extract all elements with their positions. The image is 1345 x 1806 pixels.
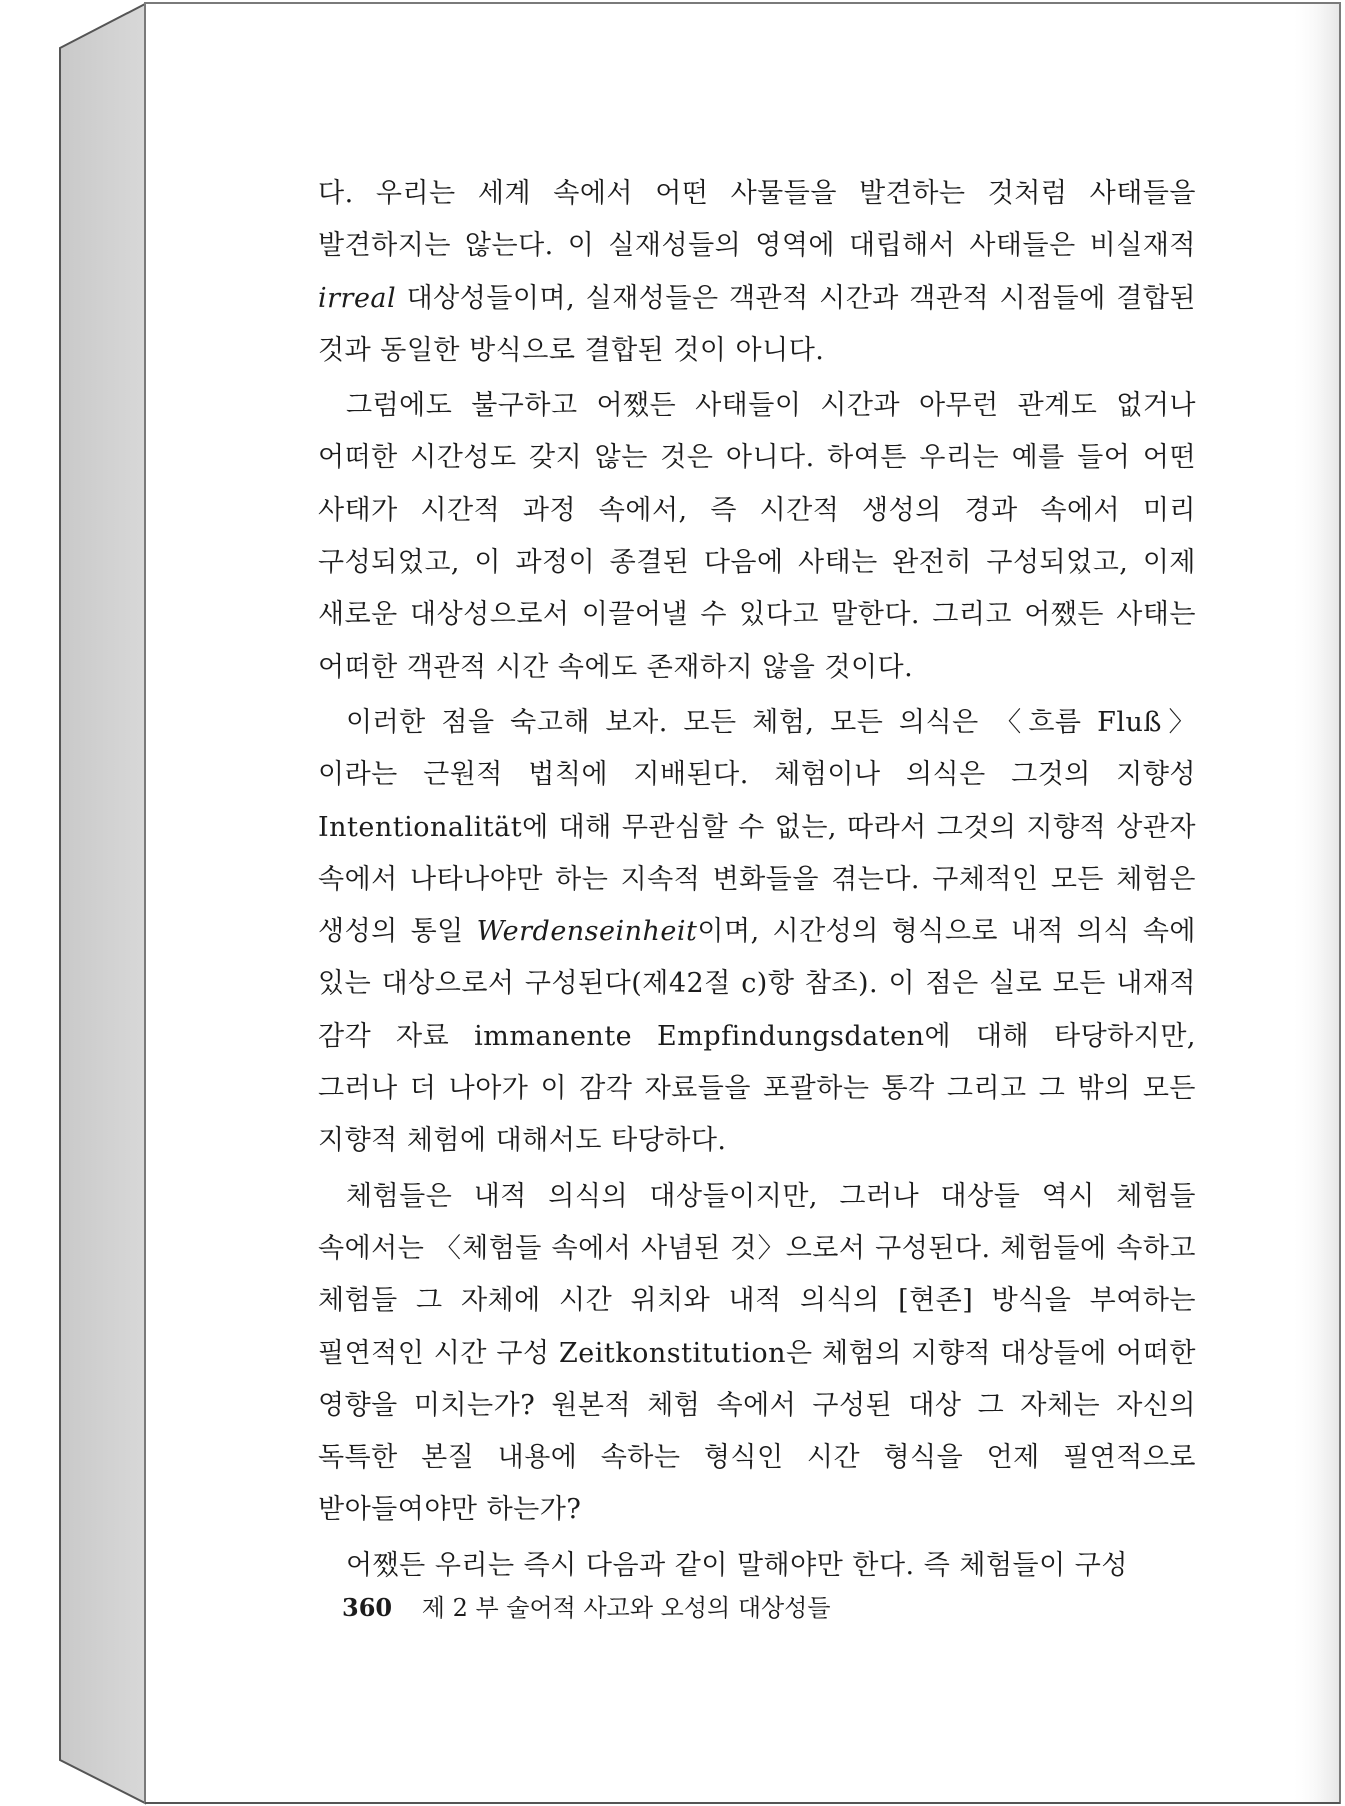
page-body-text <box>318 168 1196 1595</box>
paragraph-text: 다. 우리는 세계 속에서 어떤 사물들을 발견하는 것처럼 사태들을 발견하지는 않는다. 이 실재성들의 영역에 대립해서 사태들은 비실재적 <box>318 178 1196 262</box>
paragraph-text: 그럼에도 불구하고 어쨌든 사태들이 시간과 아무런 관계도 없거나 어떠한 시간성도 갖지 않는 것은 아니다. 하여튼 우리는 예를 들어 어떤 사태가 시간적 과정 속에서, 즉 시간적 생성의 경과 속에서 미리 구성되었고, 이 과정이 종결된 다음에 사태는 완전히 구성되었고, 이제 새로운 대상성으로서 이끌어낼 수 있다고 말한다. 그리고 어쨌든 사태는 어떠한 객관적 시간 속에도 존재하지 않을 것이다. <box>318 390 1196 683</box>
paragraph <box>318 168 1196 377</box>
paragraph-text: 어쨌든 우리는 즉시 다음과 같이 말해야만 한다. 즉 체험들이 구성 <box>346 1549 1128 1581</box>
paragraph <box>318 1171 1196 1537</box>
paragraph-text: 체험들은 내적 의식의 대상들이지만, 그러나 대상들 역시 체험들 속에서는 〈체험들 속에서 사념된 것〉으로서 구성된다. 체험들에 속하고 체험들 그 자체에 시간 위치와 내적 의식의 [현존] 방식을 부여하는 필연적인 시간 구성 Zeitkonstitution은 체험의 지향적 대상들에 어떠한 영향을 미치는가? 원본적 체험 속에서 구성된 대상 그 자체는 자신의 독특한 본질 내용에 속하는 형식인 시간 형식을 언제 필연적으로 받아들여야만 하는가? <box>318 1180 1196 1526</box>
italic-term: Werdenseinheit <box>476 916 698 948</box>
paragraph-text: 이며, 시간성의 형식으로 내적 의식 속에 있는 대상으로서 구성된다(제42절 c)항 참조). 이 점은 실로 모든 내재적 감각 자료 immanente Empfindungsdaten에 대해 타당하지만, 그러나 더 나아가 이 감각 자료들을 포괄하는 통각 그리고 그 밖의 모든 지향적 체험에 대해서도 타당하다. <box>318 916 1196 1157</box>
paragraph-text: 이러한 점을 숙고해 보자. 모든 체험, 모든 의식은 〈흐름 Fluß〉이라는 근원적 법칙에 지배된다. 체험이나 의식은 그것의 지향성 Intentionalität에 대해 무관심할 수 없는, 따라서 그것의 지향적 상관자 속에서 나타나야만 하는 지속적 변화들을 겪는다. 구체적인 모든 체험은 생성의 통일 <box>318 706 1196 948</box>
paragraph <box>318 697 1196 1168</box>
book-spine <box>60 4 145 1803</box>
page-number: 360 <box>342 1593 393 1622</box>
paragraph-text: 대상성들이며, 실재성들은 객관적 시간과 객관적 시점들에 결합된 것과 동일한 방식으로 결합된 것이 아니다. <box>318 282 1196 366</box>
paragraph <box>318 380 1196 694</box>
paragraph <box>318 1540 1196 1592</box>
page-footer <box>342 1588 831 1623</box>
page-edge-shade <box>1290 4 1339 1802</box>
running-head: 제 2 부 술어적 사고와 오성의 대상성들 <box>421 1594 831 1622</box>
italic-term: irreal <box>318 282 397 314</box>
